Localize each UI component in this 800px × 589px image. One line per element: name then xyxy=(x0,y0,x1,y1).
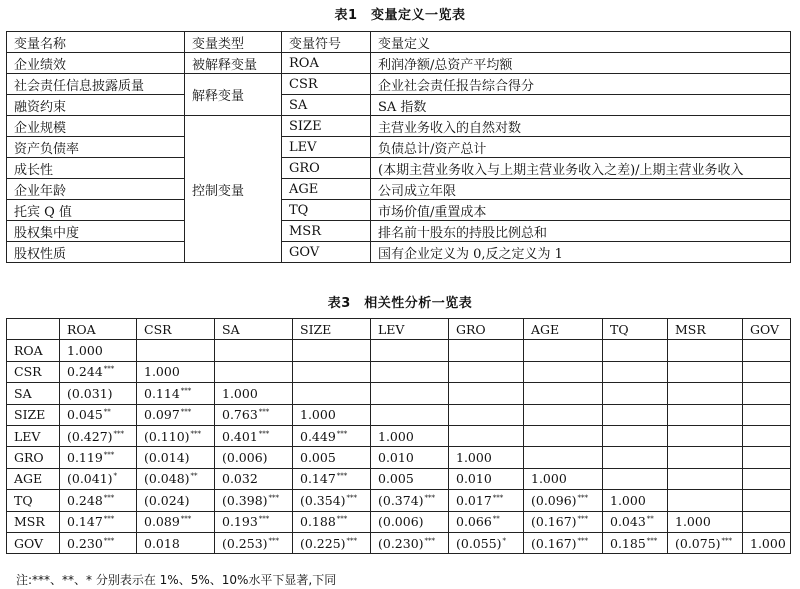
correlation-value: 1.000 xyxy=(456,450,492,466)
correlation-cell xyxy=(603,532,668,553)
table-row xyxy=(7,200,791,221)
variable-symbol-cell: SIZE xyxy=(282,116,371,137)
correlation-value: (0.031) xyxy=(67,385,113,401)
correlation-value: 1.000 xyxy=(67,343,103,359)
variable-type-cell: 解释变量 xyxy=(185,74,282,116)
correlation-cell xyxy=(524,404,603,425)
correlation-cell xyxy=(215,511,293,532)
table3-title: 表3 相关性分析一览表 xyxy=(327,296,473,311)
table-row xyxy=(7,158,791,179)
correlation-cell xyxy=(371,468,449,489)
header-cell: 变量符号 xyxy=(282,32,371,53)
significance-stars: *** xyxy=(336,429,348,438)
correlation-cell xyxy=(215,425,293,446)
correlation-value: 1.000 xyxy=(144,364,180,380)
correlation-cell xyxy=(743,383,791,404)
correlation-value: (0.041) xyxy=(67,471,113,487)
correlation-cell xyxy=(371,425,449,446)
correlation-cell xyxy=(293,425,371,446)
correlation-cell xyxy=(449,511,524,532)
variable-definition-table xyxy=(6,31,791,263)
correlation-value: 0.248 xyxy=(67,492,103,508)
significance-stars: *** xyxy=(336,515,348,524)
variable-definition-cell: (本期主营业务收入与上期主营业务收入之差)/上期主营业务收入 xyxy=(371,158,791,179)
correlation-cell xyxy=(668,468,743,489)
correlation-value: 0.188 xyxy=(300,514,336,530)
variable-definition-cell: 利润净额/总资产平均额 xyxy=(371,53,791,74)
row-label: GRO xyxy=(7,447,60,468)
table1-title: 表1 变量定义一览表 xyxy=(334,8,466,23)
table-row xyxy=(7,383,791,404)
correlation-cell xyxy=(137,361,215,382)
table-row xyxy=(7,95,791,116)
table-row xyxy=(7,361,791,382)
correlation-cell xyxy=(449,447,524,468)
row-label: SA xyxy=(7,383,60,404)
significance-stars: * xyxy=(502,536,507,545)
correlation-cell xyxy=(293,340,371,361)
significance-stars: *** xyxy=(577,493,589,502)
significance-stars: *** xyxy=(424,536,436,545)
correlation-value: 0.005 xyxy=(378,471,414,487)
variable-symbol-cell: TQ xyxy=(282,200,371,221)
correlation-value: (0.354) xyxy=(300,492,346,508)
correlation-cell xyxy=(215,490,293,511)
correlation-cell xyxy=(743,468,791,489)
correlation-cell xyxy=(449,383,524,404)
correlation-value: 0.043 xyxy=(610,514,646,530)
correlation-cell xyxy=(603,383,668,404)
correlation-value: 0.119 xyxy=(67,450,103,466)
variable-name-cell: 资产负债率 xyxy=(7,137,185,158)
correlation-cell xyxy=(603,511,668,532)
correlation-value: 0.010 xyxy=(378,450,414,466)
row-label: ROA xyxy=(7,340,60,361)
correlation-cell xyxy=(603,340,668,361)
significance-stars: *** xyxy=(577,536,589,545)
correlation-cell xyxy=(524,511,603,532)
correlation-value: 1.000 xyxy=(222,385,258,401)
table-row xyxy=(7,425,791,446)
correlation-cell xyxy=(137,425,215,446)
correlation-value: (0.006) xyxy=(222,450,268,466)
correlation-value: 0.010 xyxy=(456,471,492,487)
correlation-cell xyxy=(137,490,215,511)
correlation-cell xyxy=(60,361,137,382)
correlation-cell xyxy=(449,404,524,425)
correlation-cell xyxy=(371,340,449,361)
variable-name-cell: 融资约束 xyxy=(7,95,185,116)
correlation-cell xyxy=(293,383,371,404)
column-header: AGE xyxy=(524,319,603,340)
significance-stars: *** xyxy=(577,515,589,524)
correlation-cell xyxy=(668,404,743,425)
correlation-value: 0.401 xyxy=(222,428,258,444)
correlation-cell xyxy=(60,383,137,404)
correlation-cell xyxy=(60,532,137,553)
variable-name-cell: 企业年龄 xyxy=(7,179,185,200)
row-label: GOV xyxy=(7,532,60,553)
correlation-cell xyxy=(137,383,215,404)
correlation-cell xyxy=(137,511,215,532)
correlation-cell xyxy=(293,490,371,511)
correlation-cell xyxy=(371,490,449,511)
column-header xyxy=(7,319,60,340)
correlation-value: 0.193 xyxy=(222,514,258,530)
correlation-cell xyxy=(603,468,668,489)
correlation-cell xyxy=(60,511,137,532)
correlation-value: 0.763 xyxy=(222,407,258,423)
correlation-cell xyxy=(524,447,603,468)
correlation-cell xyxy=(524,361,603,382)
correlation-cell xyxy=(743,404,791,425)
correlation-cell xyxy=(293,361,371,382)
column-header: MSR xyxy=(668,319,743,340)
column-header: SA xyxy=(215,319,293,340)
correlation-cell xyxy=(603,447,668,468)
correlation-cell xyxy=(215,532,293,553)
significance-stars: *** xyxy=(103,451,115,460)
correlation-cell xyxy=(215,383,293,404)
significance-stars: *** xyxy=(113,429,125,438)
significance-stars: ** xyxy=(190,472,198,481)
table-row xyxy=(7,340,791,361)
correlation-cell xyxy=(60,404,137,425)
correlation-cell xyxy=(137,468,215,489)
table-row xyxy=(7,116,791,137)
correlation-cell xyxy=(743,490,791,511)
variable-symbol-cell: ROA xyxy=(282,53,371,74)
table-note: 注:***、**、* 分别表示在 1%、5%、10%水平下显著,下同 xyxy=(16,573,337,587)
correlation-cell xyxy=(743,425,791,446)
variable-name-cell: 股权集中度 xyxy=(7,221,185,242)
correlation-cell xyxy=(215,468,293,489)
correlation-value: (0.055) xyxy=(456,535,502,551)
correlation-value: 0.230 xyxy=(67,535,103,551)
correlation-cell xyxy=(524,532,603,553)
significance-stars: *** xyxy=(103,365,115,374)
variable-definition-cell: 国有企业定义为 0,反之定义为 1 xyxy=(371,242,791,263)
correlation-cell xyxy=(449,468,524,489)
correlation-value: 0.089 xyxy=(144,514,180,530)
correlation-value: 0.244 xyxy=(67,364,103,380)
correlation-cell xyxy=(60,340,137,361)
header-cell: 变量定义 xyxy=(371,32,791,53)
correlation-cell xyxy=(743,361,791,382)
correlation-value: 0.017 xyxy=(456,492,492,508)
variable-type-cell: 被解释变量 xyxy=(185,53,282,74)
row-label: MSR xyxy=(7,511,60,532)
correlation-value: 0.066 xyxy=(456,514,492,530)
correlation-cell xyxy=(371,361,449,382)
correlation-cell xyxy=(293,468,371,489)
row-label: TQ xyxy=(7,490,60,511)
correlation-value: 0.147 xyxy=(67,514,103,530)
correlation-cell xyxy=(668,383,743,404)
correlation-cell xyxy=(293,532,371,553)
correlation-cell xyxy=(668,447,743,468)
variable-symbol-cell: AGE xyxy=(282,179,371,200)
correlation-cell xyxy=(371,532,449,553)
correlation-cell xyxy=(137,532,215,553)
correlation-value: (0.110) xyxy=(144,428,190,444)
correlation-cell xyxy=(743,511,791,532)
table-row xyxy=(7,74,791,95)
correlation-cell xyxy=(371,404,449,425)
correlation-cell xyxy=(137,447,215,468)
correlation-value: 1.000 xyxy=(610,492,646,508)
table-row xyxy=(7,511,791,532)
significance-stars: *** xyxy=(336,472,348,481)
correlation-cell xyxy=(293,404,371,425)
correlation-cell xyxy=(371,447,449,468)
variable-definition-cell: 排名前十股东的持股比例总和 xyxy=(371,221,791,242)
table-row xyxy=(7,532,791,553)
correlation-value: 0.147 xyxy=(300,471,336,487)
correlation-cell xyxy=(215,404,293,425)
significance-stars: *** xyxy=(258,429,270,438)
correlation-cell xyxy=(215,361,293,382)
significance-stars: *** xyxy=(346,536,358,545)
correlation-value: (0.398) xyxy=(222,492,268,508)
row-label: SIZE xyxy=(7,404,60,425)
correlation-value: 1.000 xyxy=(378,428,414,444)
correlation-cell xyxy=(603,425,668,446)
significance-stars: *** xyxy=(258,515,270,524)
correlation-cell xyxy=(449,425,524,446)
correlation-cell xyxy=(60,447,137,468)
correlation-cell xyxy=(449,340,524,361)
significance-stars: *** xyxy=(180,386,192,395)
variable-name-cell: 企业规模 xyxy=(7,116,185,137)
column-header: LEV xyxy=(371,319,449,340)
significance-stars: * xyxy=(113,472,118,481)
row-label: LEV xyxy=(7,425,60,446)
table-row xyxy=(7,447,791,468)
correlation-value: 1.000 xyxy=(675,514,711,530)
correlation-value: 0.045 xyxy=(67,407,103,423)
significance-stars: *** xyxy=(180,408,192,417)
row-label: AGE xyxy=(7,468,60,489)
significance-stars: ** xyxy=(103,408,111,417)
correlation-cell xyxy=(668,532,743,553)
correlation-cell xyxy=(449,490,524,511)
correlation-value: (0.374) xyxy=(378,492,424,508)
significance-stars: *** xyxy=(492,493,504,502)
correlation-value: 1.000 xyxy=(300,407,336,423)
correlation-value: (0.253) xyxy=(222,535,268,551)
header-cell: 变量名称 xyxy=(7,32,185,53)
column-header: ROA xyxy=(60,319,137,340)
variable-name-cell: 企业绩效 xyxy=(7,53,185,74)
correlation-value: (0.230) xyxy=(378,535,424,551)
correlation-table xyxy=(6,318,791,554)
variable-name-cell: 社会责任信息披露质量 xyxy=(7,74,185,95)
correlation-cell xyxy=(371,383,449,404)
header-cell: 变量类型 xyxy=(185,32,282,53)
correlation-cell xyxy=(668,511,743,532)
correlation-cell xyxy=(743,447,791,468)
table-row xyxy=(7,137,791,158)
significance-stars: *** xyxy=(103,493,115,502)
significance-stars: *** xyxy=(258,408,270,417)
significance-stars: *** xyxy=(721,536,733,545)
correlation-value: (0.427) xyxy=(67,428,113,444)
table-row xyxy=(7,53,791,74)
correlation-value: 0.449 xyxy=(300,428,336,444)
significance-stars: ** xyxy=(646,515,654,524)
correlation-value: (0.075) xyxy=(675,535,721,551)
variable-symbol-cell: MSR xyxy=(282,221,371,242)
variable-definition-cell: SA 指数 xyxy=(371,95,791,116)
significance-stars: *** xyxy=(268,493,280,502)
correlation-cell xyxy=(524,340,603,361)
variable-definition-cell: 主营业务收入的自然对数 xyxy=(371,116,791,137)
variable-definition-cell: 市场价值/重置成本 xyxy=(371,200,791,221)
correlation-value: (0.225) xyxy=(300,535,346,551)
correlation-cell xyxy=(743,340,791,361)
correlation-value: 0.018 xyxy=(144,535,180,551)
correlation-cell xyxy=(524,490,603,511)
variable-symbol-cell: SA xyxy=(282,95,371,116)
correlation-value: (0.006) xyxy=(378,514,424,530)
significance-stars: *** xyxy=(180,515,192,524)
variable-type-cell: 控制变量 xyxy=(185,116,282,263)
variable-name-cell: 成长性 xyxy=(7,158,185,179)
table-row xyxy=(7,404,791,425)
correlation-cell xyxy=(524,383,603,404)
variable-name-cell: 托宾 Q 值 xyxy=(7,200,185,221)
correlation-cell xyxy=(743,532,791,553)
correlation-value: (0.096) xyxy=(531,492,577,508)
correlation-cell xyxy=(449,361,524,382)
correlation-value: (0.048) xyxy=(144,471,190,487)
significance-stars: *** xyxy=(190,429,202,438)
column-header: TQ xyxy=(603,319,668,340)
header-row xyxy=(7,319,791,340)
correlation-cell xyxy=(137,340,215,361)
variable-symbol-cell: GOV xyxy=(282,242,371,263)
correlation-cell xyxy=(524,468,603,489)
correlation-cell xyxy=(668,425,743,446)
column-header: CSR xyxy=(137,319,215,340)
correlation-cell xyxy=(668,361,743,382)
significance-stars: ** xyxy=(492,515,500,524)
column-header: SIZE xyxy=(293,319,371,340)
variable-name-cell: 股权性质 xyxy=(7,242,185,263)
correlation-value: (0.167) xyxy=(531,514,577,530)
correlation-cell xyxy=(215,340,293,361)
correlation-value: (0.014) xyxy=(144,450,190,466)
correlation-cell xyxy=(60,468,137,489)
correlation-cell xyxy=(603,490,668,511)
correlation-cell xyxy=(603,361,668,382)
correlation-value: 1.000 xyxy=(531,471,567,487)
correlation-value: (0.024) xyxy=(144,492,190,508)
correlation-cell xyxy=(293,447,371,468)
correlation-value: 1.000 xyxy=(750,535,786,551)
correlation-value: 0.114 xyxy=(144,385,180,401)
variable-symbol-cell: LEV xyxy=(282,137,371,158)
variable-definition-cell: 公司成立年限 xyxy=(371,179,791,200)
correlation-cell xyxy=(371,511,449,532)
table-row xyxy=(7,490,791,511)
correlation-cell xyxy=(215,447,293,468)
correlation-cell xyxy=(137,404,215,425)
correlation-cell xyxy=(603,404,668,425)
correlation-value: (0.167) xyxy=(531,535,577,551)
table-row xyxy=(7,221,791,242)
table-row xyxy=(7,242,791,263)
correlation-value: 0.005 xyxy=(300,450,336,466)
significance-stars: *** xyxy=(103,515,115,524)
correlation-cell xyxy=(668,490,743,511)
correlation-value: 0.032 xyxy=(222,471,258,487)
significance-stars: *** xyxy=(103,536,115,545)
correlation-cell xyxy=(524,425,603,446)
variable-definition-cell: 企业社会责任报告综合得分 xyxy=(371,74,791,95)
correlation-cell xyxy=(449,532,524,553)
variable-symbol-cell: GRO xyxy=(282,158,371,179)
significance-stars: *** xyxy=(646,536,658,545)
column-header: GOV xyxy=(743,319,791,340)
correlation-cell xyxy=(60,425,137,446)
correlation-cell xyxy=(293,511,371,532)
correlation-cell xyxy=(60,490,137,511)
table-row xyxy=(7,179,791,200)
significance-stars: *** xyxy=(346,493,358,502)
significance-stars: *** xyxy=(268,536,280,545)
correlation-cell xyxy=(668,340,743,361)
significance-stars: *** xyxy=(424,493,436,502)
variable-definition-cell: 负债总计/资产总计 xyxy=(371,137,791,158)
variable-symbol-cell: CSR xyxy=(282,74,371,95)
row-label: CSR xyxy=(7,361,60,382)
correlation-value: 0.097 xyxy=(144,407,180,423)
column-header: GRO xyxy=(449,319,524,340)
correlation-value: 0.185 xyxy=(610,535,646,551)
table-row xyxy=(7,468,791,489)
header-row xyxy=(7,32,791,53)
